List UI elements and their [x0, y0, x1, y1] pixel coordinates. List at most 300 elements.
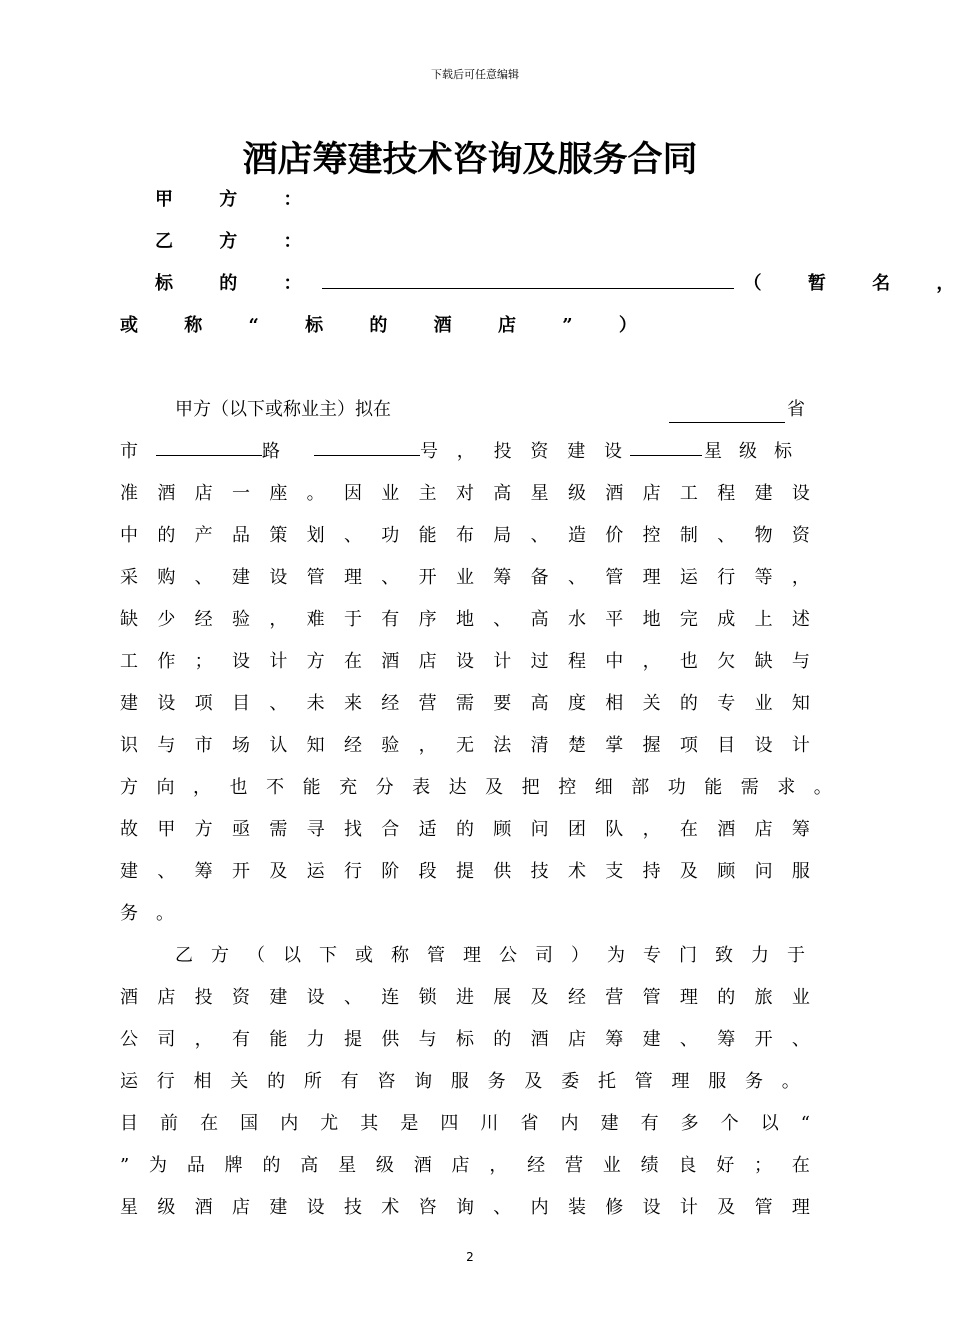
char: 资: [530, 441, 549, 462]
char: 内: [280, 1113, 299, 1134]
char: 、: [791, 1029, 810, 1050]
char: 能: [269, 1029, 288, 1050]
subject-line: [155, 263, 974, 305]
char: ，: [456, 441, 475, 462]
char: 标: [455, 1029, 474, 1050]
char: 提: [343, 1029, 362, 1050]
char: 店: [642, 483, 661, 504]
char: 锁: [418, 987, 437, 1008]
char: 认: [269, 735, 288, 756]
char: 采: [120, 567, 138, 588]
para1-line-10: [120, 767, 832, 809]
char: 行: [156, 1071, 175, 1092]
char: “: [800, 1113, 810, 1134]
para1-line-13: [120, 893, 810, 935]
char: 设: [603, 441, 622, 462]
char: 不: [266, 777, 285, 798]
char: 关: [642, 693, 661, 714]
char: 专: [717, 693, 736, 714]
char: 物: [754, 525, 773, 546]
char: 地: [642, 609, 661, 630]
char: 下: [319, 945, 337, 966]
char: 店: [418, 651, 437, 672]
para2-line-5: [120, 1103, 810, 1145]
char: 省: [520, 1113, 539, 1134]
char: 酒: [605, 483, 624, 504]
char: 中: [120, 525, 138, 546]
char: 理: [642, 567, 661, 588]
char: 市: [194, 735, 213, 756]
char: 求: [777, 777, 796, 798]
char: 称: [391, 945, 409, 966]
char: 、: [717, 525, 736, 546]
char: 述: [791, 609, 810, 630]
char: 来: [343, 693, 362, 714]
char: 店: [231, 1197, 250, 1218]
para2-line-7: [120, 1187, 810, 1229]
char: 成: [717, 609, 736, 630]
char: 酒: [530, 1029, 549, 1050]
char: 高: [530, 693, 549, 714]
char: 牌: [224, 1155, 243, 1176]
char: 酒: [194, 1197, 213, 1218]
char: 亟: [231, 819, 250, 840]
char: 及: [524, 1071, 543, 1092]
char: 项: [194, 693, 213, 714]
para1-line-1: [175, 389, 805, 431]
char: 好: [716, 1155, 735, 1176]
char: 作: [157, 651, 176, 672]
para1-line-8: [120, 683, 810, 725]
road-blank: [314, 431, 420, 456]
char: 相: [193, 1071, 212, 1092]
char: 顾: [717, 861, 736, 882]
char: 关: [230, 1071, 249, 1092]
char: 、: [567, 567, 586, 588]
char: 四: [440, 1113, 459, 1134]
char: 星: [120, 1197, 138, 1218]
char: 其: [360, 1113, 379, 1134]
char: 在: [200, 1113, 219, 1134]
char: 筹: [493, 567, 512, 588]
char: 造: [567, 525, 586, 546]
char: 营: [564, 1155, 583, 1176]
char: 筹: [194, 861, 213, 882]
char: 缺: [754, 651, 773, 672]
char: 运: [679, 567, 698, 588]
number-invest-text: [420, 431, 622, 473]
char: 及: [717, 1197, 736, 1218]
char: 相: [605, 693, 624, 714]
char: 设: [269, 567, 288, 588]
char: 要: [493, 693, 512, 714]
char: 开: [418, 567, 437, 588]
char: 业: [301, 399, 319, 420]
char: 高: [493, 483, 512, 504]
char: 管: [642, 987, 661, 1008]
char: 需: [269, 819, 288, 840]
party-b-line: [155, 221, 845, 263]
char: 及: [679, 861, 698, 882]
char: 功: [667, 777, 686, 798]
para2-line-4: [120, 1061, 800, 1103]
char: 方: [194, 819, 213, 840]
char: 在: [343, 651, 362, 672]
char: 问: [754, 861, 773, 882]
char: 、: [381, 567, 400, 588]
char: 绩: [640, 1155, 659, 1176]
char: ，: [418, 735, 437, 756]
char: 管: [634, 1071, 653, 1092]
char: ，: [269, 609, 288, 630]
char: 提: [455, 861, 474, 882]
char: 运: [120, 1071, 138, 1092]
char: 业: [455, 567, 474, 588]
char: 方: [120, 777, 138, 798]
char: 是: [400, 1113, 419, 1134]
char: 拟: [355, 399, 373, 420]
char: 、: [679, 1029, 698, 1050]
char: 。: [781, 1071, 800, 1092]
char: 开: [231, 861, 250, 882]
char: 建: [120, 861, 138, 882]
char: 旅: [754, 987, 773, 1008]
char: 建: [754, 483, 773, 504]
char: ，: [489, 1155, 508, 1176]
char: 计: [493, 651, 512, 672]
char: 能: [418, 525, 437, 546]
char: 力: [306, 1029, 325, 1050]
char: 高: [300, 1155, 319, 1176]
char: 也: [229, 777, 248, 798]
para2-line-2: [120, 977, 810, 1019]
subject-label: 标 的 ：: [155, 273, 322, 294]
char: 平: [605, 609, 624, 630]
char: 力: [751, 945, 769, 966]
char: 经: [381, 693, 400, 714]
char: 把: [521, 777, 540, 798]
char: 划: [306, 525, 325, 546]
char: 掌: [605, 735, 624, 756]
char: 国: [240, 1113, 259, 1134]
char: 设: [642, 1197, 661, 1218]
char: 营: [418, 693, 437, 714]
para2-line-1: [175, 935, 805, 977]
char: 经: [527, 1155, 546, 1176]
char: 设: [791, 483, 810, 504]
char: 验: [231, 609, 250, 630]
char: 主: [319, 399, 337, 420]
char: 及: [269, 861, 288, 882]
char: 方: [306, 651, 325, 672]
char: 目: [231, 693, 250, 714]
char: 缺: [120, 609, 138, 630]
char: 川: [480, 1113, 499, 1134]
char: 或: [355, 945, 373, 966]
char: 布: [455, 525, 474, 546]
char: 询: [455, 1197, 474, 1218]
char: 多: [680, 1113, 699, 1134]
char: 理: [343, 567, 362, 588]
char: 修: [605, 1197, 624, 1218]
char: 功: [381, 525, 400, 546]
char: 委: [561, 1071, 580, 1092]
char: 支: [605, 861, 624, 882]
char: 行: [343, 861, 362, 882]
char: 设: [306, 987, 325, 1008]
char: 价: [605, 525, 624, 546]
char: 内: [560, 1113, 579, 1134]
province-blank: [669, 398, 785, 423]
char: 购: [157, 567, 176, 588]
star-blank: [630, 431, 702, 456]
para2-line-3: [120, 1019, 810, 1061]
para2-line-6: [120, 1145, 810, 1187]
para1-line-9: [120, 725, 810, 767]
road-label: 路: [262, 441, 280, 462]
char: 建: [269, 987, 288, 1008]
char: 、: [530, 525, 549, 546]
char: 服: [791, 861, 810, 882]
char: 座: [269, 483, 288, 504]
page-number: 2: [466, 1250, 474, 1264]
char: 细: [594, 777, 613, 798]
char: 司: [157, 1029, 176, 1050]
char: 酒: [157, 483, 176, 504]
char: 内: [530, 1197, 549, 1218]
para1-line-3: [120, 473, 810, 515]
char: 公: [499, 945, 517, 966]
char: 甲: [175, 399, 193, 420]
char: 少: [157, 609, 176, 630]
char: 及: [485, 777, 504, 798]
char: 号: [420, 441, 438, 462]
char: 个: [720, 1113, 739, 1134]
char: 、: [493, 1197, 512, 1218]
char: 一: [231, 483, 250, 504]
party-a-label: 甲 方 ：: [155, 189, 322, 210]
header-note: 下载后可任意编辑: [431, 68, 519, 81]
char: 业: [791, 987, 810, 1008]
char: 业: [754, 693, 773, 714]
para1-line-11: [120, 809, 810, 851]
char: ，: [791, 567, 810, 588]
char: 于: [787, 945, 805, 966]
char: 供: [381, 1029, 400, 1050]
char: 投: [493, 441, 512, 462]
char: 服: [708, 1071, 727, 1092]
para1-line-12: [120, 851, 810, 893]
char: 表: [412, 777, 431, 798]
char: 在: [679, 819, 698, 840]
char: 级: [567, 483, 586, 504]
char: 设: [306, 1197, 325, 1218]
char: 备: [530, 567, 549, 588]
char: 建: [269, 1197, 288, 1218]
char: 楚: [567, 735, 586, 756]
char: 对: [455, 483, 474, 504]
char: 经: [343, 735, 362, 756]
char: 有: [640, 1113, 659, 1134]
para1-line-6: [120, 599, 810, 641]
char: 标: [774, 441, 792, 462]
char: 程: [717, 483, 736, 504]
party-a-line: [155, 179, 845, 221]
char: 度: [567, 693, 586, 714]
char: 星: [338, 1155, 357, 1176]
char: 难: [306, 609, 325, 630]
char: 目: [717, 735, 736, 756]
char: 向: [156, 777, 175, 798]
char: 理: [671, 1071, 690, 1092]
char: 术: [567, 861, 586, 882]
char: 未: [306, 693, 325, 714]
char: 务: [120, 903, 138, 924]
char: 、: [269, 693, 288, 714]
char: 行: [717, 567, 736, 588]
char: ，: [194, 1029, 213, 1050]
char: 的: [717, 987, 736, 1008]
char: 的: [679, 693, 698, 714]
char: 寻: [306, 819, 325, 840]
subject-blank: [322, 264, 734, 289]
city-label: 市: [120, 441, 138, 462]
char: ，: [193, 777, 212, 798]
party-b-label: 乙 方 ：: [155, 231, 322, 252]
char: 在: [791, 1155, 810, 1176]
char: 过: [530, 651, 549, 672]
char: 计: [269, 651, 288, 672]
char: 筹: [605, 1029, 624, 1050]
char: 设: [231, 651, 250, 672]
char: 业: [602, 1155, 621, 1176]
char: 阶: [381, 861, 400, 882]
char: 品: [231, 525, 250, 546]
char: 队: [605, 819, 624, 840]
char: 能: [704, 777, 723, 798]
char: 完: [679, 609, 698, 630]
char: 的: [455, 819, 474, 840]
char: 公: [120, 1029, 138, 1050]
char: 计: [679, 1197, 698, 1218]
char: 投: [194, 987, 213, 1008]
char: 级: [739, 441, 757, 462]
char: 上: [754, 609, 773, 630]
char: 询: [414, 1071, 433, 1092]
char: 建: [231, 567, 250, 588]
char: 与: [418, 1029, 437, 1050]
char: 。: [813, 777, 832, 798]
char: 术: [381, 1197, 400, 1218]
char: 供: [493, 861, 512, 882]
char: 、: [343, 987, 362, 1008]
char: 。: [306, 483, 325, 504]
char: 店: [754, 819, 773, 840]
char: 店: [194, 483, 213, 504]
char: 以: [229, 399, 247, 420]
char: 为: [607, 945, 625, 966]
char: 级: [157, 1197, 176, 1218]
char: 计: [791, 735, 810, 756]
char: 良: [678, 1155, 697, 1176]
char: 知: [306, 735, 325, 756]
char: 或: [265, 399, 283, 420]
char: 有: [381, 609, 400, 630]
char: 设: [157, 693, 176, 714]
char: 等: [754, 567, 773, 588]
char: 进: [455, 987, 474, 1008]
para1-line-2: [120, 431, 810, 473]
char: 服: [450, 1071, 469, 1092]
char: 资: [791, 525, 810, 546]
char: 乙: [175, 945, 193, 966]
char: 合: [381, 819, 400, 840]
char: 分: [375, 777, 394, 798]
char: 酒: [717, 819, 736, 840]
char: 控: [642, 525, 661, 546]
char: 所: [303, 1071, 322, 1092]
char: 为: [149, 1155, 168, 1176]
char: 高: [530, 609, 549, 630]
char: 程: [567, 651, 586, 672]
char: 司: [535, 945, 553, 966]
char: ，: [642, 651, 661, 672]
char: 理: [679, 987, 698, 1008]
char: 建: [567, 441, 586, 462]
char: 业: [381, 483, 400, 504]
document-title: 酒店筹建技术咨询及服务合同: [242, 139, 698, 180]
char: 品: [186, 1155, 205, 1176]
char: 、: [157, 861, 176, 882]
char: 以: [760, 1113, 779, 1134]
char: 技: [530, 861, 549, 882]
char: 星: [530, 483, 549, 504]
char: 场: [231, 735, 250, 756]
char: 、: [493, 609, 512, 630]
char: 有: [340, 1071, 359, 1092]
char: 验: [381, 735, 400, 756]
char: 建: [600, 1113, 619, 1134]
char: 与: [791, 651, 810, 672]
char: 下: [247, 399, 265, 420]
char: 店: [451, 1155, 470, 1176]
province-label: 省: [787, 399, 805, 420]
char: 酒: [381, 651, 400, 672]
char: 于: [343, 609, 362, 630]
char: 无: [455, 735, 474, 756]
char: 务: [745, 1071, 764, 1092]
char: 甲: [157, 819, 176, 840]
char: 以: [283, 945, 301, 966]
char: 持: [642, 861, 661, 882]
char: ）: [571, 945, 589, 966]
char: 充: [339, 777, 358, 798]
char: 致: [715, 945, 733, 966]
char: 级: [375, 1155, 394, 1176]
para1-line-5: [120, 557, 810, 599]
char: 星: [704, 441, 722, 462]
char: 制: [679, 525, 698, 546]
char: 策: [269, 525, 288, 546]
char: 欠: [717, 651, 736, 672]
char: 工: [679, 483, 698, 504]
char: 前: [160, 1113, 179, 1134]
char: 筹: [791, 819, 810, 840]
char: 连: [381, 987, 400, 1008]
char: 产: [194, 525, 213, 546]
char: 装: [567, 1197, 586, 1218]
char: 称: [283, 399, 301, 420]
